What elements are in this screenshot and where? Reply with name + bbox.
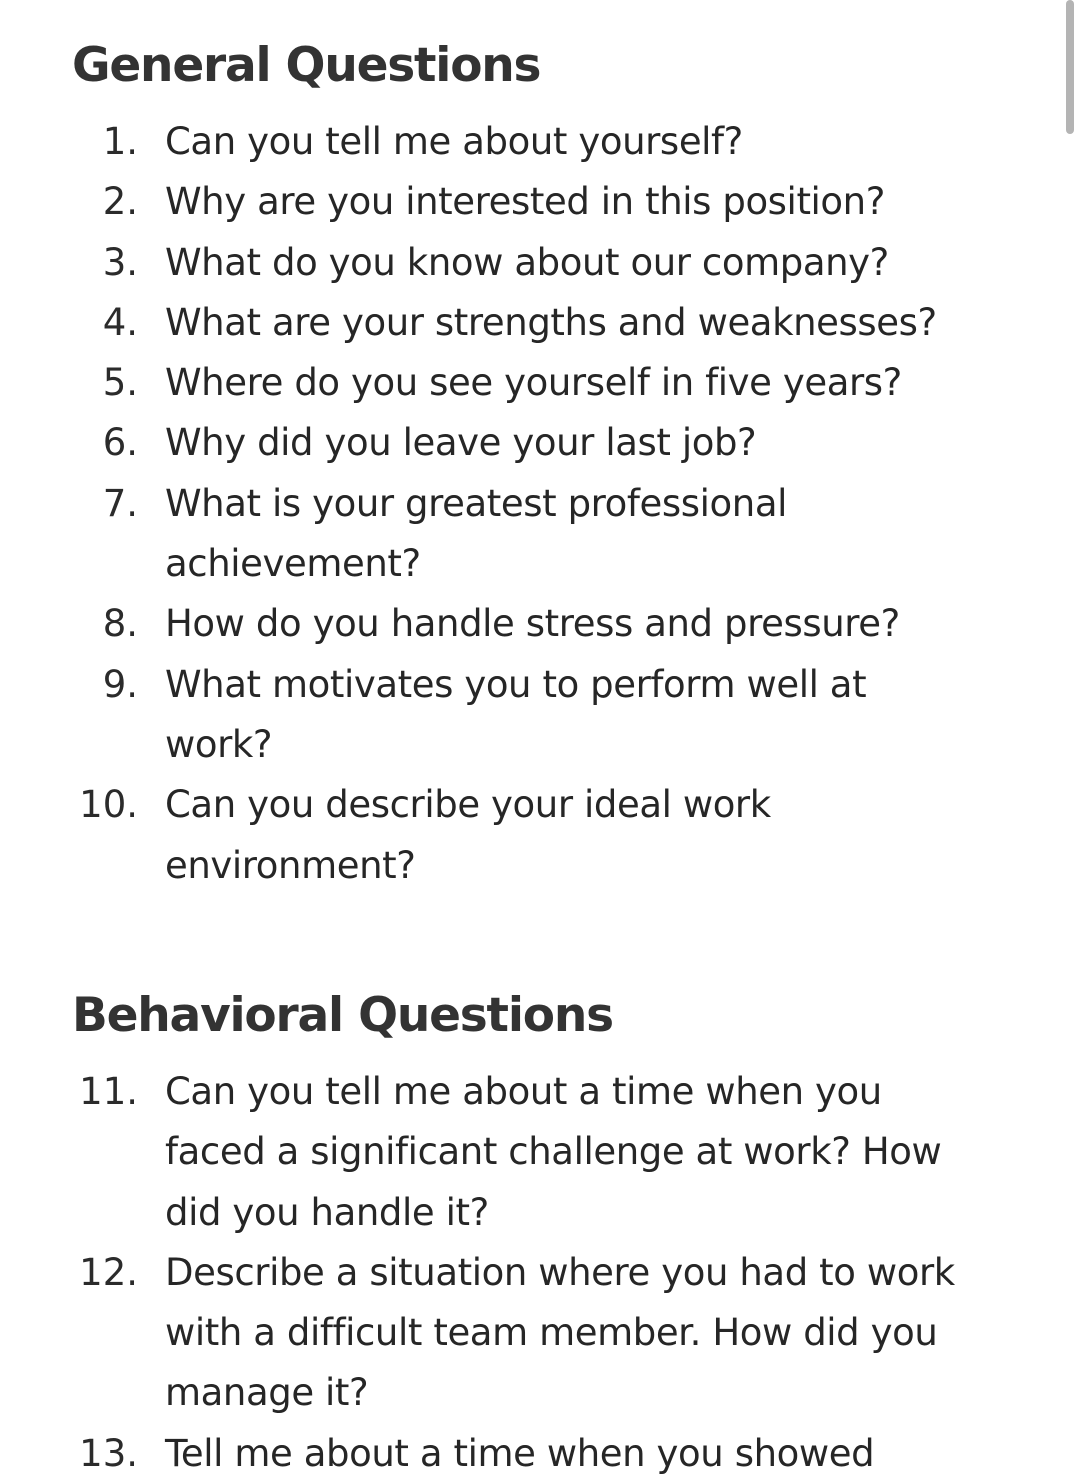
item-text: Can you tell me about yourself? [165,120,743,163]
list-item [0,775,1080,896]
item-text: Why did you leave your last job? [165,421,757,465]
item-number: 1. [102,120,138,163]
item-text: Why are you interested in this position? [165,180,885,224]
item-number: 5. [102,361,138,405]
item-number: 7. [102,481,138,525]
section-title-behavioral: Behavioral Questions [72,988,613,1043]
item-number: 4. [102,300,138,344]
item-text: How do you handle stress and pressure? [165,602,900,646]
scrollbar-thumb[interactable] [1066,0,1074,134]
item-number: 9. [102,662,138,706]
question-list-general [0,112,1080,896]
item-number: 11. [79,1070,138,1113]
list-item [0,655,1080,776]
list-item [0,1424,1080,1484]
list-item [0,172,1080,232]
list-item [0,353,1080,413]
item-text: What motivates you to perform well at work? [165,662,867,766]
item-number: 2. [102,180,138,224]
list-item [0,233,1080,293]
list-item [0,293,1080,353]
item-number: 10. [79,783,138,827]
item-number: 3. [102,240,138,284]
item-text: What do you know about our company? [165,240,889,284]
item-text: What are your strengths and weaknesses? [165,300,937,344]
list-item [0,112,1080,172]
list-item [0,413,1080,473]
list-item [0,1243,1080,1424]
list-item [0,1062,1080,1243]
item-text: Describe a situation where you had to work with a difficult team member. How did you manage it? [165,1250,955,1415]
item-text: Can you tell me about a time when you faced a significant challenge at work? How did you handle it? [165,1070,942,1234]
item-number: 13. [79,1431,138,1475]
list-item [0,474,1080,595]
section-title-general: General Questions [72,38,541,93]
item-number: 12. [79,1250,138,1294]
list-item [0,594,1080,654]
item-text: Where do you see yourself in five years? [165,361,902,405]
item-text: Can you describe your ideal work environment? [165,783,771,887]
item-number: 8. [102,602,138,646]
item-text: What is your greatest professional achievement? [165,481,787,586]
question-list-behavioral [0,1062,1080,1484]
item-number: 6. [102,421,138,465]
item-text: Tell me about a time when you showed [165,1431,875,1475]
